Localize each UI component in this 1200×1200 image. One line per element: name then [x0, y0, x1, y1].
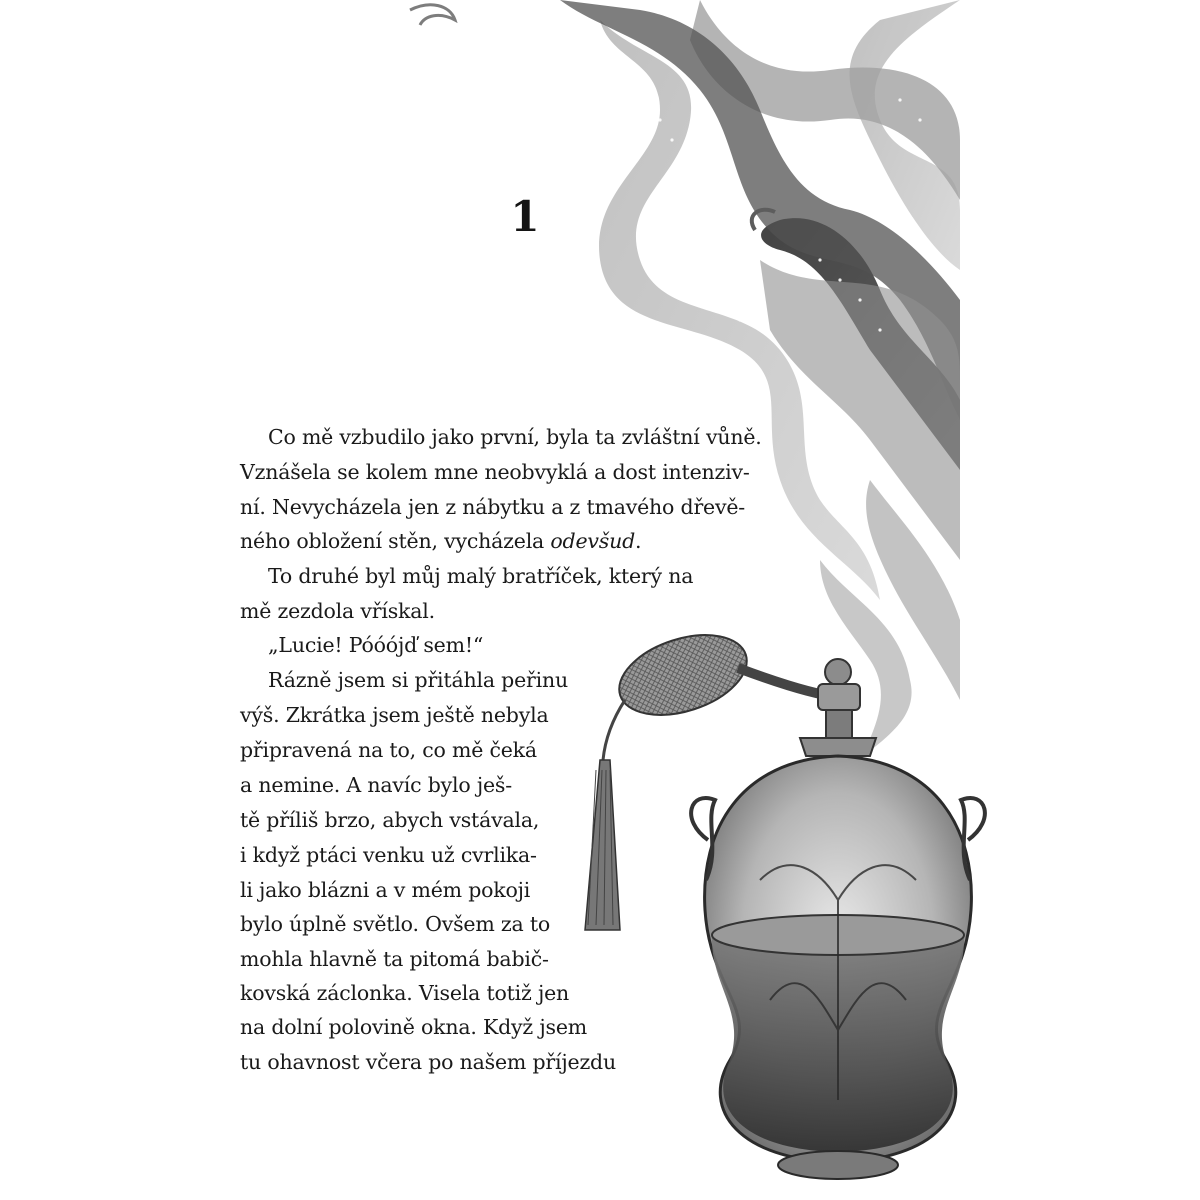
text-line: bylo úplně světlo. Ovšem za to — [240, 912, 551, 936]
text-line — [240, 531, 641, 552]
text-line: ní. Nevycházela jen z nábytku a z tmavého dřevě- — [240, 495, 746, 519]
text-line: Rázně jsem si přitáhla peřinu — [268, 668, 568, 692]
text-line: připravená na to, co mě čeká — [240, 738, 537, 762]
perfume-bottle — [585, 620, 985, 1179]
text-segment: ného obložení stěn, vycházela — [240, 529, 551, 553]
text-line: i když ptáci venku už cvrlika- — [240, 843, 537, 867]
chapter-number: 1 — [510, 192, 540, 241]
text-line: tě příliš brzo, abych vstávala, — [240, 808, 540, 832]
italic-word: odevšud — [550, 529, 636, 553]
text-segment: . — [635, 529, 642, 553]
text-line: tu ohavnost včera po našem příjezdu — [240, 1050, 616, 1074]
text-line: mohla hlavně ta pitomá babič- — [240, 947, 549, 971]
text-line: li jako blázni a v mém pokoji — [240, 878, 531, 902]
text-line: mě zezdola vřískal. — [240, 599, 435, 623]
text-line: kovská záclonka. Visela totiž jen — [240, 981, 570, 1005]
text-line: To druhé byl můj malý bratříček, který na — [268, 564, 694, 588]
text-line: na dolní polovině okna. Když jsem — [240, 1015, 587, 1039]
text-line: „Lucie! Póóójď sem!“ — [268, 633, 484, 657]
text-line: a nemine. A navíc bylo ješ- — [240, 773, 512, 797]
text-line: Co mě vzbudilo jako první, byla ta zvláštní vůně. — [268, 425, 762, 449]
text-line: Vznášela se kolem mne neobvyklá a dost intenziv- — [240, 460, 750, 484]
text-line: výš. Zkrátka jsem ještě nebyla — [240, 703, 549, 727]
